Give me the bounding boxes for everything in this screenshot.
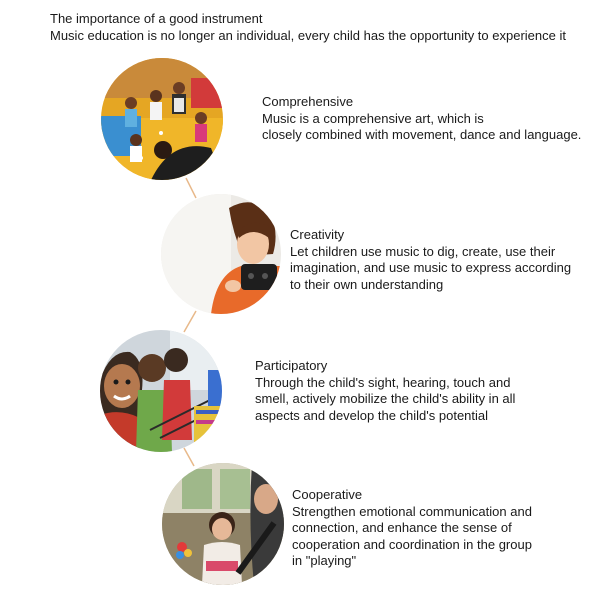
item-desc-line: closely combined with movement, dance and language. [262, 127, 582, 142]
item-desc-line: Music is a comprehensive art, which is [262, 110, 484, 126]
item-creativity [290, 227, 571, 293]
item-desc-line: Through the child's sight, hearing, touch and [255, 374, 511, 390]
item-title: Participatory [255, 358, 328, 373]
connector-line-2 [184, 311, 196, 332]
child-playing-instrument-photo [161, 194, 281, 314]
page-title: The importance of a good instrument [50, 11, 263, 26]
children-dancing-photo [101, 58, 223, 180]
connector-line-1 [186, 178, 196, 198]
item-desc-line: smell, actively mobilize the child's ability in all [255, 391, 516, 406]
item-desc-line: to their own understanding [290, 276, 444, 292]
children-group-illustration [100, 330, 222, 452]
connector-line-3 [184, 448, 194, 466]
girl-teacher-illustration [162, 463, 284, 585]
item-desc-line: connection, and enhance the sense of [292, 520, 512, 535]
children-dancing-illustration [101, 58, 223, 180]
item-desc-line: Strengthen emotional communication and [292, 503, 532, 519]
page-subtitle: Music education is no longer an individual, every child has the opportunity to experience it [50, 28, 566, 43]
item-desc-line: aspects and develop the child's potential [255, 407, 489, 423]
girl-with-teacher-photo [162, 463, 284, 585]
item-title: Creativity [290, 227, 345, 242]
item-participatory [255, 358, 515, 424]
item-cooperative [292, 487, 532, 570]
item-desc-line: Let children use music to dig, create, use their [290, 243, 556, 259]
item-title: Cooperative [292, 487, 363, 502]
item-desc-line: in "playing" [292, 553, 357, 568]
children-group-photo [100, 330, 222, 452]
item-desc-line: cooperation and coordination in the group [292, 536, 532, 552]
child-instrument-illustration [161, 194, 281, 314]
item-comprehensive [262, 94, 581, 144]
item-desc-line: imagination, and use music to express according [290, 260, 572, 275]
item-title: Comprehensive [262, 94, 354, 109]
